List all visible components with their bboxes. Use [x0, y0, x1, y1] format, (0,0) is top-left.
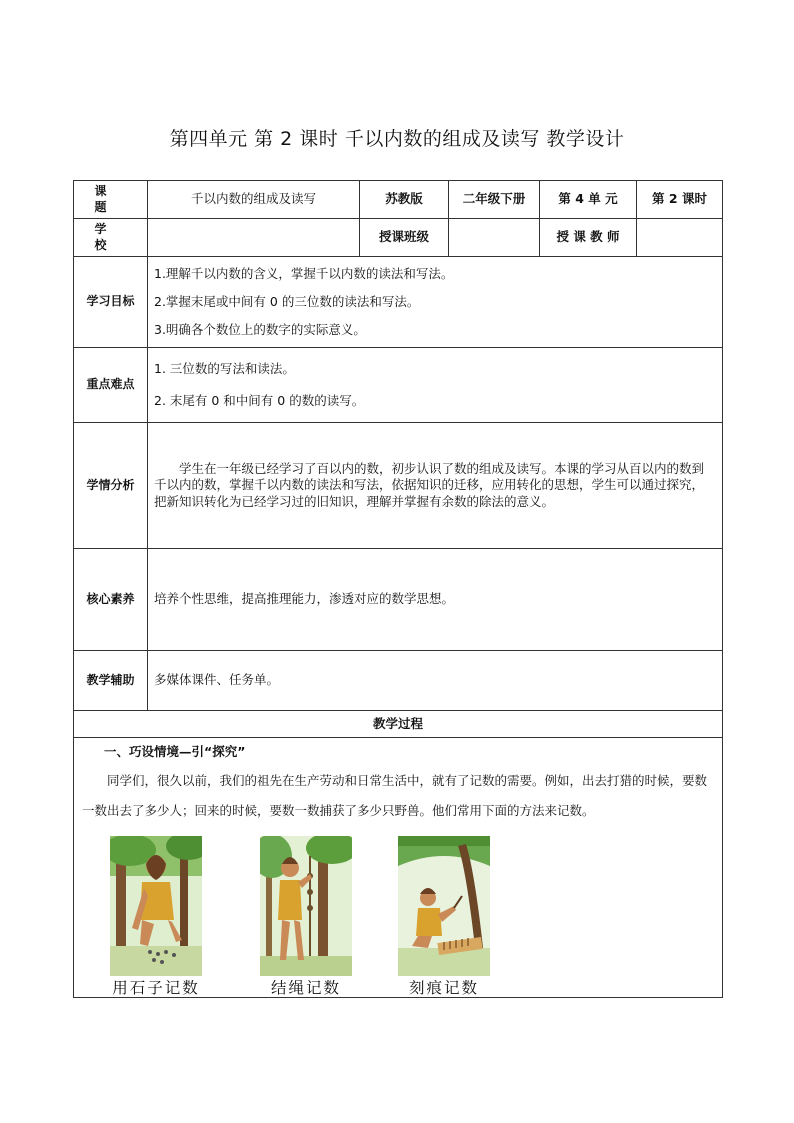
class-value	[449, 219, 540, 257]
section-text: 同学们，很久以前，我们的祖先在生产劳动和日常生活中，就有了记数的需要。例如，出去打猎的时候，要数一数出去了多少人；回来的时候，要数一数捕获了多少只野兽。他们常用下面的方法来记数。	[82, 773, 708, 819]
analysis-label: 学情分析	[74, 423, 148, 549]
publisher: 苏教版	[360, 181, 449, 219]
core-text: 培养个性思维，提高推理能力，渗透对应的数学思想。	[148, 549, 723, 651]
goals-content	[148, 257, 723, 348]
process-heading-row	[74, 711, 723, 738]
class-label: 授课班级	[360, 219, 449, 257]
goals-row	[74, 257, 723, 348]
key-point-item: 1. 三位数的写法和读法。	[154, 361, 295, 376]
stone-counting-illustration	[110, 836, 202, 976]
header-row-school	[74, 219, 723, 257]
teacher-label: 授 课 教 师	[540, 219, 637, 257]
aids-row	[74, 651, 723, 711]
unit: 第 4 单 元	[540, 181, 637, 219]
caption-stone-counting: 用石子记数	[112, 979, 200, 998]
aids-label: 教学辅助	[74, 651, 148, 711]
school-value	[148, 219, 360, 257]
analysis-row	[74, 423, 723, 549]
process-heading: 教学过程	[74, 711, 723, 738]
grade: 二年级下册	[449, 181, 540, 219]
key-point-item: 2. 末尾有 0 和中间有 0 的数的读写。	[154, 393, 365, 408]
caption-tally-counting: 刻痕记数	[408, 979, 479, 998]
process-row	[74, 738, 723, 998]
goal-item: 2.掌握末尾或中间有 0 的三位数的读法和写法。	[154, 294, 420, 309]
header-row-topic	[74, 181, 723, 219]
teacher-value	[637, 219, 723, 257]
topic-label: 课 题	[74, 181, 148, 219]
section-title: 一、巧设情境—引“探究”	[104, 744, 246, 759]
knot-counting-illustration	[260, 836, 352, 976]
lesson-number: 第 2 课时	[637, 181, 723, 219]
core-label: 核心素养	[74, 549, 148, 651]
school-label: 学 校	[74, 219, 148, 257]
topic-value: 千以内数的组成及读写	[148, 181, 360, 219]
core-row	[74, 549, 723, 651]
key-points-label: 重点难点	[74, 348, 148, 423]
caption-knot-counting: 结绳记数	[270, 979, 341, 998]
document-title: 第四单元 第 2 课时 千以内数的组成及读写 教学设计	[169, 128, 625, 150]
lesson-plan-table	[73, 180, 723, 998]
goal-item: 3.明确各个数位上的数字的实际意义。	[154, 322, 366, 337]
tally-counting-illustration	[398, 836, 490, 976]
goal-item: 1.理解千以内数的含义，掌握千以内数的读法和写法。	[154, 266, 454, 281]
key-points-content	[148, 348, 723, 423]
key-points-row	[74, 348, 723, 423]
goals-label: 学习目标	[74, 257, 148, 348]
process-content	[74, 738, 723, 998]
aids-text: 多媒体课件、任务单。	[148, 651, 723, 711]
counting-illustrations	[82, 836, 714, 996]
analysis-text: 学生在一年级已经学习了百以内的数，初步认识了数的组成及读写。本课的学习从百以内的数到千以内的数，掌握千以内数的读法和写法，依据知识的迁移，应用转化的思想，学生可以通过探究，把新知识转化为已经学习过的旧知识，理解并掌握有余数的除法的意义。	[148, 423, 723, 549]
